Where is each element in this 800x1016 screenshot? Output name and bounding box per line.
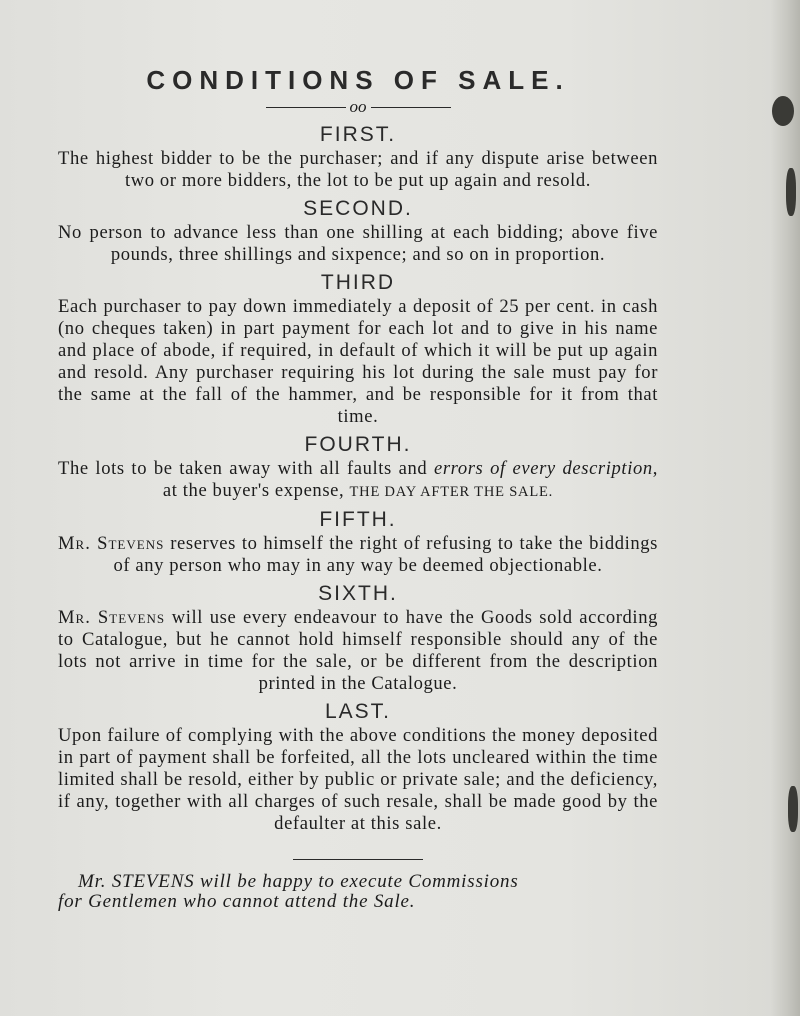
- ornament-rule-right: [371, 107, 451, 108]
- section-text-fifth: [58, 533, 658, 577]
- conditions-of-sale: [58, 62, 658, 912]
- section-text-fourth-caps: THE DAY AFTER THE SALE.: [349, 484, 554, 500]
- section-text-last: Upon failure of complying with the above conditions the money deposited in part of payment shall be forfeited, all the lots uncleared within the time limited shall be resold, either by public or private sale; and the deficiency, if any, together with all charges of such resale, shall be made good by the defaulter at this sale.: [58, 725, 658, 834]
- section-heading-first: FIRST.: [319, 123, 397, 146]
- ink-blot: [772, 96, 794, 126]
- auctioneer-name: Mr. Stevens: [58, 533, 165, 554]
- page-title: CONDITIONS OF SALE.: [146, 65, 570, 95]
- section-heading-third: THIRD: [320, 271, 396, 294]
- section-heading-second: SECOND.: [303, 197, 413, 220]
- ornament-text: oo: [349, 97, 367, 116]
- section-heading-last: LAST.: [324, 700, 392, 723]
- section-heading-sixth: SIXTH.: [318, 582, 398, 605]
- section-text-second: No person to advance less than one shilling at each bidding; above five pounds, three shillings and sixpence; and so on in proportion.: [58, 222, 658, 265]
- auctioneer-name: Mr. Stevens: [58, 607, 166, 628]
- section-heading-fifth: FIFTH.: [319, 508, 397, 531]
- section-text-third: Each purchaser to pay down immediately a deposit of 25 per cent. in cash (no cheques taken) in part payment for each lot and to give in his name and place of abode, if required, in default of which it will be put up again and resold. Any purchaser requiring his lot during the sale must pay for the same at the fall of the hammer, and be responsible for it from that time.: [58, 296, 658, 427]
- section-text-fourth-part-b: , at the buyer's expense,: [162, 458, 658, 501]
- section-text-fourth-part-a: The lots to be taken away with all faults and: [58, 458, 434, 479]
- page-edge-shadow: [770, 0, 800, 1016]
- footer-note-line-2: for Gentlemen who cannot attend the Sale.: [58, 891, 416, 912]
- ornament-rule-left: [266, 107, 346, 108]
- section-heading-fourth: FOURTH.: [304, 433, 412, 456]
- section-text-sixth-body: will use every endeavour to have the Goods sold according to Catalogue, but he cannot hold himself responsible should any of the lots not arrive in time for the sale, or be different from the description printed in the Catalogue.: [58, 607, 658, 694]
- section-text-sixth: [58, 607, 658, 695]
- ink-blot: [788, 786, 798, 832]
- section-text-fifth-body: reserves to himself the right of refusing to take the biddings of any person who may in any way be deemed objectionable.: [113, 533, 659, 576]
- footer-note-line-1: Mr. STEVENS will be happy to execute Commissions: [78, 871, 519, 892]
- title-ornament: [58, 96, 658, 118]
- section-text-fourth-italic: errors of every description: [433, 458, 653, 479]
- ink-blot: [786, 168, 796, 216]
- section-text-first: The highest bidder to be the purchaser; and if any dispute arise between two or more bidders, the lot to be put up again and resold.: [58, 148, 658, 191]
- footer-divider: [293, 859, 423, 860]
- section-text-fourth: [58, 458, 658, 503]
- footer-note: [58, 872, 658, 912]
